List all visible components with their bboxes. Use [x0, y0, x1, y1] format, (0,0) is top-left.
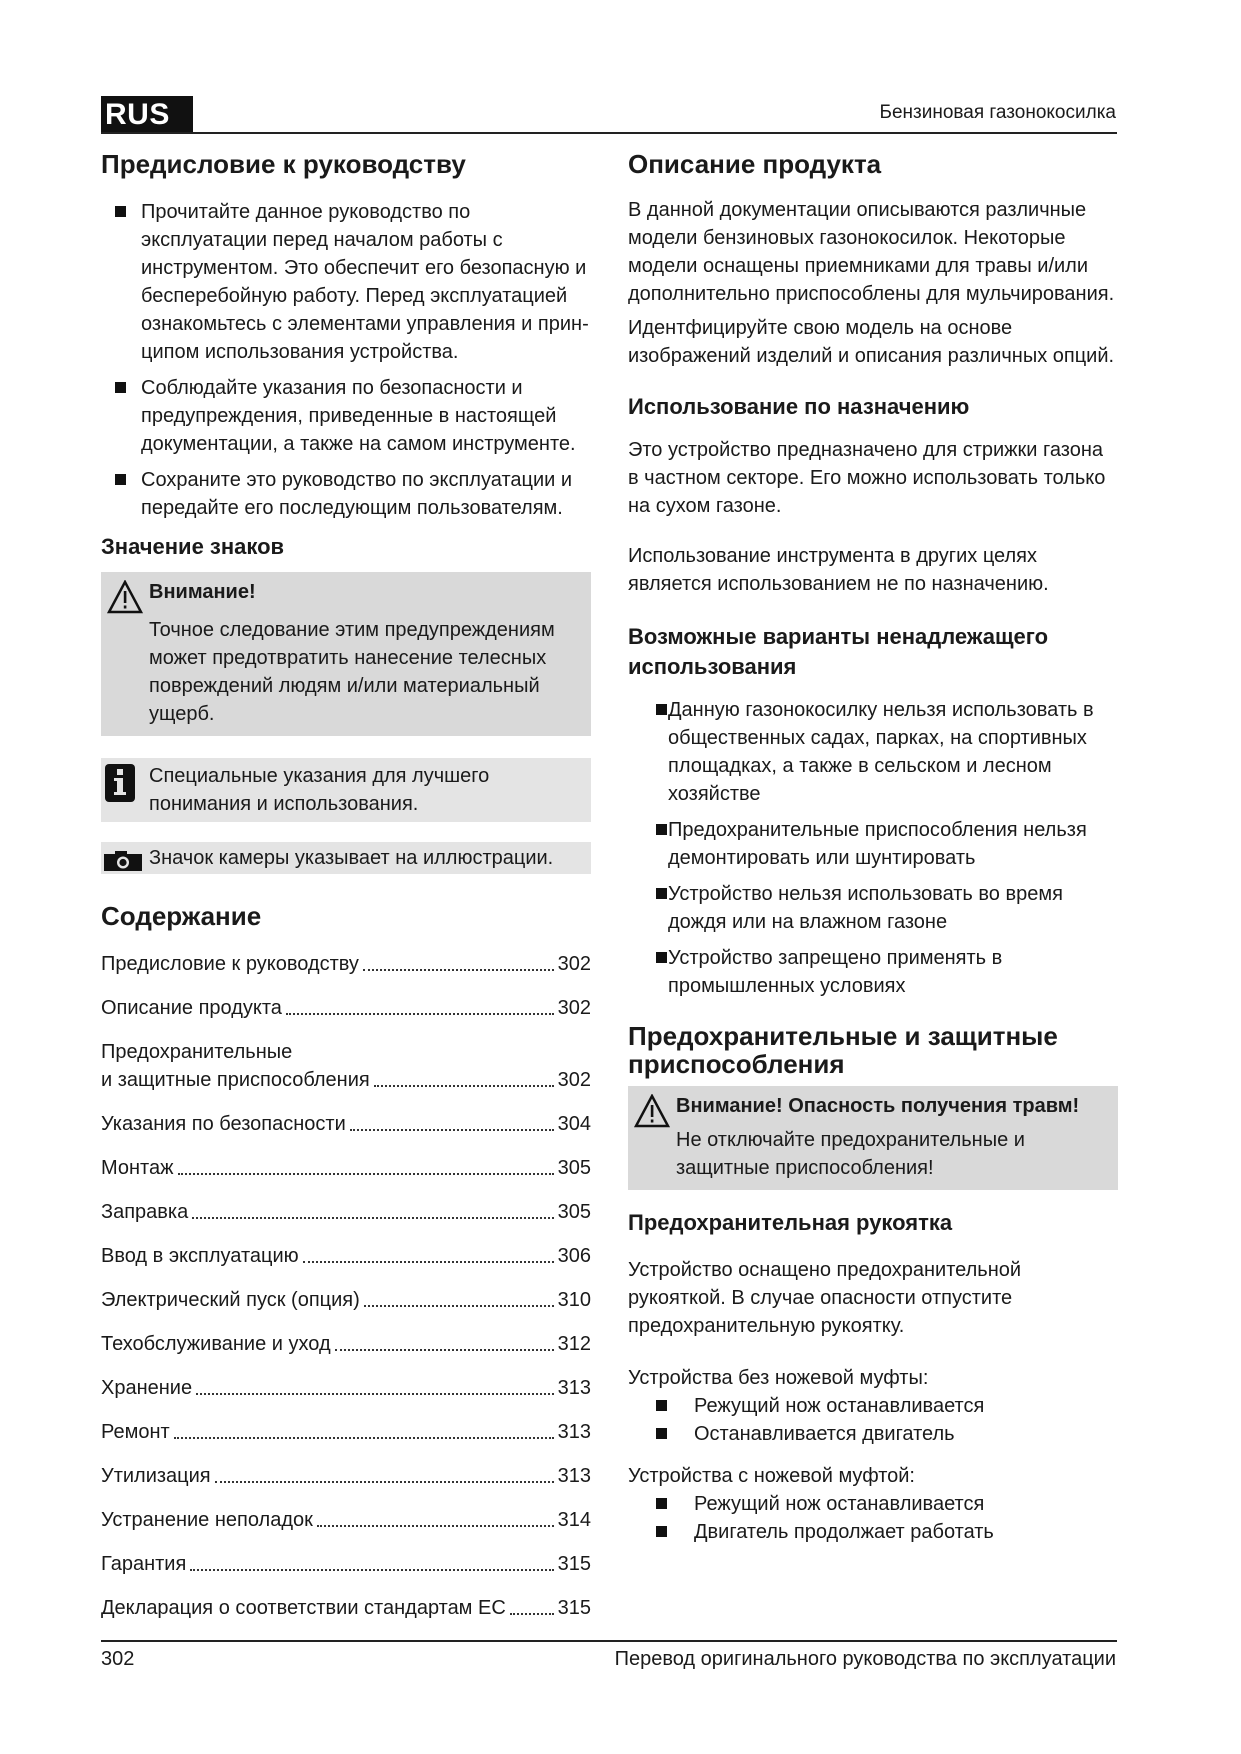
intended-use-heading: Использование по назначению — [628, 394, 970, 419]
bullet-icon — [656, 704, 667, 715]
contents-heading: Содержание — [101, 901, 262, 931]
list-item: Режущий нож останавливается — [628, 1392, 1118, 1420]
list-item: Данную газонокосилку нельзя использовать в общественных садах, парках, на спортивных площадках, а также в сельском и лесном хозяйстве — [628, 696, 1118, 808]
safety-handle-heading: Предохранительная рукоятка — [628, 1210, 953, 1235]
warning-triangle-icon — [107, 580, 143, 614]
clutch-label: Устройства с ножевой муфтой: — [628, 1465, 915, 1487]
bullet-icon — [656, 824, 667, 835]
safety-devices-heading: Предохранительные и защитные приспособления — [628, 1021, 1058, 1079]
clutch-list — [628, 1490, 1118, 1546]
toc-item[interactable]: Электрический пуск (опция) 310 — [101, 1289, 591, 1311]
bullet-icon — [656, 888, 667, 899]
injury-warning-title: Внимание! Опасность получения травм! — [676, 1095, 1080, 1117]
toc-item[interactable]: Ввод в эксплуатацию 306 — [101, 1245, 591, 1267]
toc-item[interactable]: Указания по безопасности 304 — [101, 1113, 591, 1135]
foreword-list — [101, 198, 591, 522]
no-clutch-list — [628, 1392, 1118, 1448]
toc-item[interactable]: Предисловие к руководству 302 — [101, 953, 591, 975]
foreword-heading: Предисловие к руководству — [101, 149, 466, 179]
bullet-icon — [656, 952, 667, 963]
list-item: Устройство запрещено применять в промышленных условиях — [628, 944, 1118, 1000]
header-title: Бензиновая газонокосилка — [879, 102, 1116, 123]
misuse-list — [628, 696, 1118, 1000]
misuse-heading: Возможные варианты ненадлежащего использования — [628, 624, 1049, 679]
toc-item[interactable]: Гарантия 315 — [101, 1553, 591, 1575]
toc-item[interactable]: Заправка 305 — [101, 1201, 591, 1223]
list-item: Соблюдайте указания по безопасности и предупреждения, приведенные в настоящей документации, а также на самом инструменте. — [101, 374, 591, 458]
product-paragraph-2: Идентфицируйте свою модель на основе изображений изделий и описания различных опций. — [628, 317, 1115, 367]
warning-box — [101, 572, 591, 736]
toc-item[interactable]: Монтаж 305 — [101, 1157, 591, 1179]
warning-title: Внимание! — [149, 581, 256, 603]
bullet-icon — [115, 206, 126, 217]
injury-warning-text: Не отключайте предохранительные и защитные приспособления! — [676, 1129, 1025, 1179]
list-item: Сохраните это руководство по эксплуатации и передайте его последующим пользователям. — [101, 466, 591, 522]
header-divider — [101, 132, 1117, 134]
no-clutch-label: Устройства без ножевой муфты: — [628, 1367, 929, 1389]
product-heading: Описание продукта — [628, 149, 882, 179]
left-column — [101, 148, 591, 1622]
safety-handle-paragraph: Устройство оснащено предохранительной рукояткой. В случае опасности отпустите предохранительную рукоятку. — [628, 1259, 1022, 1337]
camera-box — [101, 842, 591, 874]
bullet-icon — [115, 474, 126, 485]
list-item: Режущий нож останавливается — [628, 1490, 1118, 1518]
camera-text: Значок камеры указывает на иллюстрации. — [149, 847, 554, 869]
bullet-icon — [656, 1400, 667, 1411]
list-item: Двигатель продолжает работать — [628, 1518, 1118, 1546]
list-item: Прочитайте данное руководство по эксплуатации перед началом работы с инструментом. Это обеспечит его безопасную и бесперебойную работу. Перед эксплуатацией ознакомьтесь с элементами управления и прин-ципом использования устройства. — [101, 198, 591, 366]
footer-divider — [101, 1640, 1117, 1642]
toc-item[interactable]: Ремонт 313 — [101, 1421, 591, 1443]
bullet-icon — [656, 1498, 667, 1509]
toc-item[interactable]: и защитные приспособления 302 — [101, 1069, 591, 1091]
intended-use-paragraph-1: Это устройство предназначено для стрижки газона в частном секторе. Его можно использовать только на сухом газоне. — [628, 439, 1106, 517]
signs-heading: Значение знаков — [101, 534, 285, 559]
footer-note: Перевод оригинального руководства по эксплуатации — [614, 1648, 1116, 1670]
info-text: Специальные указания для лучшего понимания и использования. — [149, 765, 490, 815]
list-item: Останавливается двигатель — [628, 1420, 1118, 1448]
warning-triangle-icon — [634, 1094, 670, 1128]
list-item: Устройство нельзя использовать во время дождя или на влажном газоне — [628, 880, 1118, 936]
toc-item-line1: Предохранительные — [101, 1041, 293, 1063]
product-paragraph-1: В данной документации описываются различные модели бензиновых газонокосилок. Некоторые модели оснащены приемниками для травы и/или дополнительно приспособлены для мульчирования. — [628, 199, 1115, 305]
bullet-icon — [656, 1526, 667, 1537]
page-number: 302 — [101, 1648, 135, 1670]
toc-item[interactable]: Декларация о соответствии стандартам ЕС 315 — [101, 1597, 591, 1619]
bullet-icon — [656, 1428, 667, 1439]
bullet-icon — [115, 382, 126, 393]
list-item: Предохранительные приспособления нельзя демонтировать или шунтировать — [628, 816, 1118, 872]
warning-text: Точное следование этим предупреждениям может предотвратить нанесение телесных повреждений людям и/или материальный ущерб. — [149, 619, 555, 725]
toc-item[interactable]: Устранение неполадок 314 — [101, 1509, 591, 1531]
toc-item[interactable]: Утилизация 313 — [101, 1465, 591, 1487]
info-icon — [105, 764, 135, 802]
toc-item[interactable]: Техобслуживание и уход 312 — [101, 1333, 591, 1355]
injury-warning-box — [628, 1086, 1118, 1190]
camera-icon — [103, 850, 143, 872]
intended-use-paragraph-2: Использование инструмента в других целях является использованием не по назначению. — [628, 545, 1049, 595]
toc-item[interactable]: Описание продукта 302 — [101, 997, 591, 1019]
table-of-contents — [101, 950, 591, 1622]
info-box — [101, 758, 591, 822]
toc-item[interactable]: Хранение 313 — [101, 1377, 591, 1399]
right-column — [628, 148, 1118, 1546]
language-badge: RUS — [101, 96, 193, 134]
